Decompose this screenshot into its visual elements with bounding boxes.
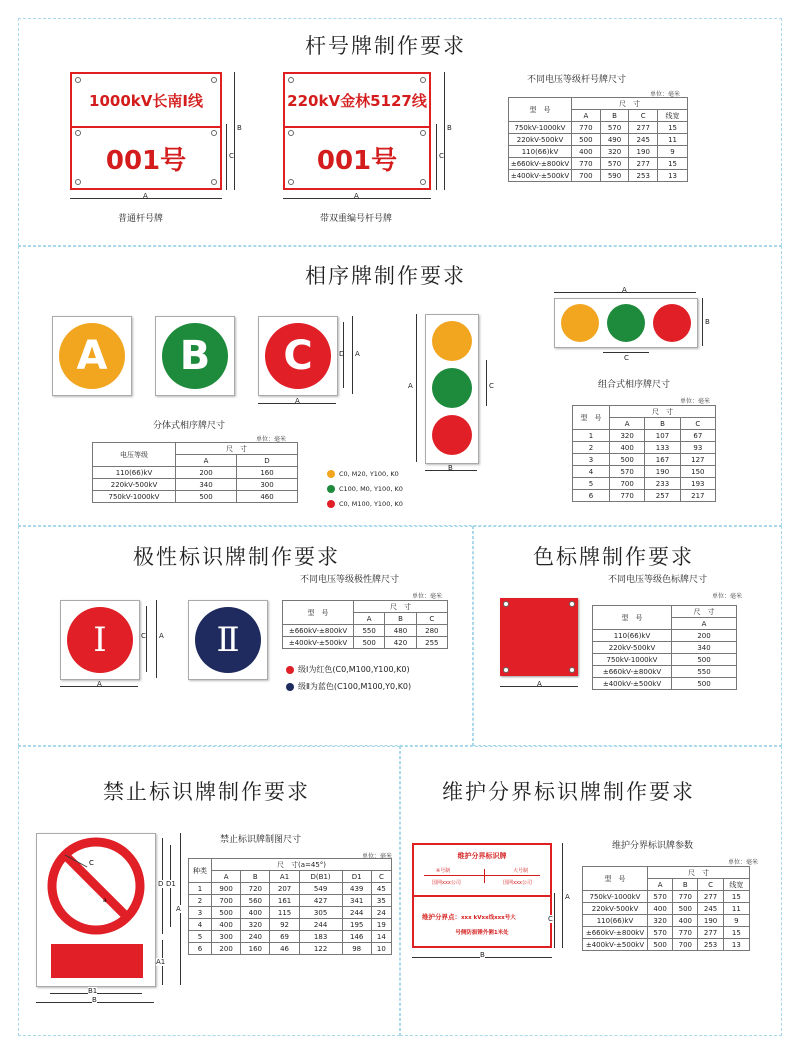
boundary-point-text: 维护分界点：xxx kVxx线xxx号大 (422, 913, 516, 921)
table-cell: 280 (416, 625, 447, 637)
table-cell: 115 (270, 907, 299, 919)
table-col-header: D(B1) (299, 871, 342, 883)
table-cell: 195 (342, 919, 371, 931)
table-col-header: A (212, 871, 241, 883)
table-cell: 160 (237, 467, 298, 479)
table-cell: 190 (629, 146, 658, 158)
table-cell: 15 (658, 122, 688, 134)
table-cell: 770 (572, 158, 601, 170)
table-cell: 500 (176, 491, 237, 503)
dim-c-label: C (489, 382, 494, 390)
section-title-color: 色标牌制作要求 (533, 545, 694, 569)
table-cell: 400 (610, 442, 645, 454)
table-row (573, 454, 716, 466)
table-col-header: B (645, 418, 680, 430)
combo-size-table: 型 号 尺 寸 A B C 1 320 107 67 2 400 133 93 3 500 167 127 4 570 190 150 5 700 233 193 6 770 257 217 (572, 405, 716, 502)
dim-b-label: B (705, 318, 710, 326)
pole-sign-regular (70, 72, 222, 190)
table-row (583, 939, 750, 951)
dim-b-label: B (447, 124, 452, 132)
table-cell: 110(66)kV (93, 467, 176, 479)
table-col-header: C (680, 418, 715, 430)
pole-sign-line-name: 1000kV长南Ⅰ线 (72, 74, 220, 128)
phase-letter-a: A (59, 323, 125, 389)
table-cell: 133 (645, 442, 680, 454)
table-cell: 305 (299, 907, 342, 919)
table-row (93, 479, 298, 491)
table-cell: 400 (648, 903, 673, 915)
table-cell: 24 (371, 907, 391, 919)
table-cell: 549 (299, 883, 342, 895)
table-cell: 13 (723, 939, 749, 951)
pole-sign-double-caption: 带双重编号杆号牌 (320, 214, 393, 224)
table-cell: 570 (610, 466, 645, 478)
table-cell: 500 (354, 637, 385, 649)
table-cell: 490 (600, 134, 629, 146)
forbid-table-unit: 单位：毫米 (362, 853, 393, 860)
table-row (573, 478, 716, 490)
phase-dot-yellow (561, 304, 599, 342)
table-cell: 183 (299, 931, 342, 943)
phase-combo-horizontal (554, 298, 698, 348)
table-col-header: C (629, 110, 658, 122)
color-table-title: 不同电压等级色标牌尺寸 (608, 575, 708, 585)
table-cell: 10 (371, 943, 391, 955)
boundary-size-table: 型 号 尺 寸 A B C 线宽 750kV-1000kV 570 770 277 15 220kV-500kV 400 500 245 11 110(66)kV 320 400 190 9 ±660kV-±800kV 570 770 277 15 ±400kV-±500kV 500 700 253 13 (582, 866, 750, 951)
table-cell: 193 (680, 478, 715, 490)
table-cell: 255 (416, 637, 447, 649)
table-cell: 570 (600, 122, 629, 134)
table-cell: 277 (629, 158, 658, 170)
dim-b-label: B (480, 951, 485, 959)
table-cell: 500 (212, 907, 241, 919)
table-cell: 15 (723, 927, 749, 939)
table-col-header: B (241, 871, 270, 883)
table-cell: 220kV-500kV (93, 479, 176, 491)
table-row (593, 630, 737, 642)
table-cell: ±400kV-±500kV (583, 939, 648, 951)
dim-a-label: A (295, 397, 300, 405)
table-cell: 500 (672, 678, 737, 690)
svg-text:a: a (103, 897, 107, 904)
cmyk-legend-red: C0, M100, Y100, K0 (327, 500, 403, 508)
pole-sign-double (283, 72, 431, 190)
table-cell: 6 (573, 490, 610, 502)
phase-dot-red (653, 304, 691, 342)
table-cell: 277 (698, 891, 723, 903)
table-row (189, 907, 392, 919)
table-cell: 550 (672, 666, 737, 678)
forbid-table-title: 禁止标识牌制图尺寸 (220, 835, 302, 845)
table-cell: 1 (573, 430, 610, 442)
pole-table-unit: 单位：毫米 (650, 91, 681, 98)
table-cell: 110(66)kV (509, 146, 572, 158)
dim-b-label: B (237, 124, 242, 132)
table-row (189, 919, 392, 931)
table-cell: 220kV-500kV (583, 903, 648, 915)
table-cell: 253 (629, 170, 658, 182)
table-cell: 5 (573, 478, 610, 490)
table-row (509, 146, 688, 158)
table-cell: ±660kV-±800kV (583, 927, 648, 939)
boundary-sign-drawing: 维护分界标识牌 ※号制 大号制 国网xxx公司 国网xxx公司 维护分界点：xxx kVxx线xxx号大 号侧防振锤外侧1米处 (412, 843, 552, 948)
table-row (583, 903, 750, 915)
table-col-header: A1 (270, 871, 299, 883)
split-table-unit: 单位：毫米 (256, 436, 287, 443)
table-cell: 3 (189, 907, 212, 919)
table-row (573, 490, 716, 502)
table-cell: 500 (610, 454, 645, 466)
table-cell: 500 (672, 654, 737, 666)
dim-d1-label: D1 (166, 880, 176, 888)
table-cell: 700 (610, 478, 645, 490)
pole-sign-number: 001号 (105, 145, 187, 176)
dim-d-label: D (158, 880, 164, 888)
dim-a-label: A (97, 680, 102, 688)
dim-c-label: C (624, 354, 629, 362)
table-row (583, 927, 750, 939)
boundary-bottom-text: 号侧防振锤外侧1米处 (455, 930, 509, 936)
table-cell: 2 (573, 442, 610, 454)
section-title-phase: 相序牌制作要求 (305, 264, 466, 288)
phase-dot-yellow (432, 321, 472, 361)
table-cell: 92 (270, 919, 299, 931)
polarity-plate-1 (60, 600, 140, 680)
table-cell: 570 (648, 891, 673, 903)
section-title-pole: 杆号牌制作要求 (305, 34, 466, 58)
table-row (593, 666, 737, 678)
table-col-header: A (176, 455, 237, 467)
table-cell: 570 (600, 158, 629, 170)
table-cell: 110(66)kV (593, 630, 672, 642)
table-cell: 13 (658, 170, 688, 182)
table-row (583, 891, 750, 903)
dim-a-label: A (537, 680, 542, 688)
table-row (509, 158, 688, 170)
table-cell: 420 (385, 637, 416, 649)
section-title-forbid: 禁止标识牌制作要求 (103, 780, 310, 804)
table-row (583, 915, 750, 927)
table-cell: 1 (189, 883, 212, 895)
table-cell: 750kV-1000kV (583, 891, 648, 903)
prohibition-icon (37, 834, 155, 986)
table-cell: 160 (241, 943, 270, 955)
table-cell: 427 (299, 895, 342, 907)
dim-a-label: A (176, 905, 181, 913)
table-cell: 300 (212, 931, 241, 943)
table-col-header: C (698, 879, 723, 891)
table-cell: 245 (698, 903, 723, 915)
table-cell: 11 (658, 134, 688, 146)
polarity-plate-2 (188, 600, 268, 680)
table-cell: 217 (680, 490, 715, 502)
boundary-table-title: 维护分界标识牌参数 (612, 841, 694, 851)
table-cell: 770 (673, 927, 698, 939)
dim-a-label: A (159, 632, 164, 640)
cmyk-legend-yellow: C0, M20, Y100, K0 (327, 470, 399, 478)
table-cell: 750kV-1000kV (593, 654, 672, 666)
table-cell: 320 (600, 146, 629, 158)
dim-c-label: C (141, 632, 146, 640)
table-cell: 9 (723, 915, 749, 927)
forbid-sign-drawing (36, 833, 156, 987)
table-cell: 570 (648, 927, 673, 939)
table-cell: 107 (645, 430, 680, 442)
table-col-header: B (600, 110, 629, 122)
pole-table-title: 不同电压等级杆号牌尺寸 (527, 75, 627, 85)
table-cell: 19 (371, 919, 391, 931)
table-cell: 220kV-500kV (509, 134, 572, 146)
table-cell: 14 (371, 931, 391, 943)
table-cell: 770 (673, 891, 698, 903)
polarity-legend-red: 级Ⅰ为红色(C0,M100,Y100,K0) (286, 664, 410, 675)
table-cell: 167 (645, 454, 680, 466)
cmyk-legend-green: C100, M0, Y100, K0 (327, 485, 403, 493)
table-cell: 6 (189, 943, 212, 955)
table-cell: 257 (645, 490, 680, 502)
table-cell: 400 (572, 146, 601, 158)
table-cell: 400 (212, 919, 241, 931)
dim-a-label: A (143, 192, 148, 200)
table-cell: 320 (648, 915, 673, 927)
table-cell: 127 (680, 454, 715, 466)
table-cell: 480 (385, 625, 416, 637)
table-col-header: A (648, 879, 673, 891)
phase-plate-b (155, 316, 235, 396)
pole-size-table: 型 号 尺 寸 A B C 线宽 750kV-1000kV 770 570 277 15 220kV-500kV 500 490 245 11 110(66)kV 400 320 190 9 ±660kV-±800kV 770 570 277 15 ±400kV-±500kV 700 590 253 13 (508, 97, 688, 182)
table-col-header: A (610, 418, 645, 430)
table-cell: 320 (241, 919, 270, 931)
table-cell: 35 (371, 895, 391, 907)
table-cell: 400 (673, 915, 698, 927)
table-row (93, 467, 298, 479)
polarity-size-table: 型 号 尺 寸 A B C ±660kV-±800kV 550 480 280 ±400kV-±500kV 500 420 255 (282, 600, 448, 649)
boundary-table-unit: 单位：毫米 (728, 859, 759, 866)
dim-d-label: D (339, 350, 345, 358)
table-row (509, 122, 688, 134)
phase-combo-vertical (425, 314, 479, 464)
table-cell: 340 (176, 479, 237, 491)
table-cell: 500 (648, 939, 673, 951)
table-col-header: A (572, 110, 601, 122)
phase-letter-c: C (265, 323, 331, 389)
table-row (189, 943, 392, 955)
table-row (283, 637, 448, 649)
table-cell: 233 (645, 478, 680, 490)
table-cell: 700 (572, 170, 601, 182)
table-cell: 220kV-500kV (593, 642, 672, 654)
pole-sign-regular-caption: 普通杆号牌 (118, 214, 164, 224)
phase-letter-b: B (162, 323, 228, 389)
table-cell: 320 (610, 430, 645, 442)
combo-table-title: 组合式相序牌尺寸 (598, 380, 671, 390)
table-cell: 207 (270, 883, 299, 895)
table-row (93, 491, 298, 503)
table-col-header: A (354, 613, 385, 625)
table-cell: 146 (342, 931, 371, 943)
phase-dot-green (432, 368, 472, 408)
table-row (573, 466, 716, 478)
table-cell: 277 (698, 927, 723, 939)
table-col-header: 线宽 (658, 110, 688, 122)
table-row (593, 642, 737, 654)
table-cell: 190 (645, 466, 680, 478)
table-cell: 245 (629, 134, 658, 146)
dim-b1-label: B1 (88, 987, 98, 995)
table-cell: 15 (658, 158, 688, 170)
table-cell: 560 (241, 895, 270, 907)
table-cell: 770 (572, 122, 601, 134)
table-cell: 550 (354, 625, 385, 637)
table-cell: 700 (212, 895, 241, 907)
table-cell: 67 (680, 430, 715, 442)
table-cell: 110(66)kV (583, 915, 648, 927)
table-cell: 4 (573, 466, 610, 478)
table-cell: 161 (270, 895, 299, 907)
table-row (593, 654, 737, 666)
split-table-title: 分体式相序牌尺寸 (153, 421, 226, 431)
dim-a-label: A (408, 382, 413, 390)
table-cell: 150 (680, 466, 715, 478)
polarity-legend-blue: 级Ⅱ为蓝色(C100,M100,Y0,K0) (286, 681, 411, 692)
table-cell: 3 (573, 454, 610, 466)
table-row (509, 134, 688, 146)
table-cell: ±660kV-±800kV (509, 158, 572, 170)
table-cell: 45 (371, 883, 391, 895)
dim-a-label: A (565, 893, 570, 901)
table-col-header: B (673, 879, 698, 891)
polarity-symbol-1: Ⅰ (67, 607, 133, 673)
table-cell: 750kV-1000kV (93, 491, 176, 503)
boundary-arrow-row: ※号制 大号制 (424, 867, 540, 877)
table-row (509, 170, 688, 182)
table-cell: 590 (600, 170, 629, 182)
table-cell: ±400kV-±500kV (509, 170, 572, 182)
phase-plate-c (258, 316, 338, 396)
dim-a-label: A (622, 286, 627, 294)
table-cell: 98 (342, 943, 371, 955)
svg-text:C: C (89, 859, 94, 867)
dim-c-label: C (548, 915, 553, 923)
forbid-size-table: 种类 尺 寸(a=45°) A B A1 D(B1) D1 C 1 900 720 207 549 439 45 2 700 560 161 427 341 35 3 500 400 115 305 244 24 4 400 320 92 244 195 19 5 300 240 69 183 146 14 6 200 160 46 122 98 10 (188, 858, 392, 955)
table-cell: ±660kV-±800kV (283, 625, 354, 637)
dim-c-label: C (229, 152, 234, 160)
color-sign-red-square (500, 598, 578, 676)
polarity-table-unit: 单位：毫米 (412, 593, 443, 600)
combo-table-unit: 单位：毫米 (680, 398, 711, 405)
section-title-boundary: 维护分界标识牌制作要求 (442, 780, 695, 804)
table-cell: 439 (342, 883, 371, 895)
polarity-table-title: 不同电压等级极性牌尺寸 (300, 575, 400, 585)
table-cell: 5 (189, 931, 212, 943)
table-cell: 341 (342, 895, 371, 907)
table-cell: 200 (212, 943, 241, 955)
dim-c-label: C (439, 152, 444, 160)
table-cell: 750kV-1000kV (509, 122, 572, 134)
dim-a-label: A (355, 350, 360, 358)
table-col-header: D1 (342, 871, 371, 883)
dim-b-label: B (92, 996, 97, 1004)
table-cell: 9 (658, 146, 688, 158)
table-cell: 900 (212, 883, 241, 895)
table-col-header: C (416, 613, 447, 625)
table-col-header: 线宽 (723, 879, 749, 891)
split-size-table: 电压等级 尺 寸 A D 110(66)kV 200 160 220kV-500kV 340 300 750kV-1000kV 500 460 (92, 442, 298, 503)
phase-plate-a (52, 316, 132, 396)
polarity-symbol-2: Ⅱ (195, 607, 261, 673)
dim-b-label: B (448, 464, 453, 472)
section-title-polarity: 极性标识牌制作要求 (133, 545, 340, 569)
table-cell: 11 (723, 903, 749, 915)
table-cell: 400 (241, 907, 270, 919)
table-cell: 300 (237, 479, 298, 491)
table-cell: 253 (698, 939, 723, 951)
dim-a-label: A (354, 192, 359, 200)
table-cell: 277 (629, 122, 658, 134)
table-row (573, 442, 716, 454)
table-cell: ±660kV-±800kV (593, 666, 672, 678)
table-col-header: B (385, 613, 416, 625)
table-cell: 500 (572, 134, 601, 146)
table-cell: 200 (176, 467, 237, 479)
table-row (593, 678, 737, 690)
table-cell: ±400kV-±500kV (593, 678, 672, 690)
table-cell: 69 (270, 931, 299, 943)
table-cell: 340 (672, 642, 737, 654)
color-size-table: 型 号 尺 寸 A 110(66)kV 200 220kV-500kV 340 750kV-1000kV 500 ±660kV-±800kV 550 ±400kV-±500kV 500 (592, 605, 737, 690)
pole-sign-number: 001号 (316, 145, 398, 176)
phase-dot-green (607, 304, 645, 342)
color-table-unit: 单位：毫米 (712, 593, 743, 600)
table-cell: 500 (673, 903, 698, 915)
table-cell: 4 (189, 919, 212, 931)
table-cell: 460 (237, 491, 298, 503)
table-cell: 46 (270, 943, 299, 955)
pole-sign-line-name: 220kV金林5127线 (285, 74, 429, 128)
table-row (189, 931, 392, 943)
phase-dot-red (432, 415, 472, 455)
table-row (283, 625, 448, 637)
table-cell: 720 (241, 883, 270, 895)
table-row (573, 430, 716, 442)
table-cell: 240 (241, 931, 270, 943)
table-cell: 122 (299, 943, 342, 955)
dim-a1-label: A1 (156, 958, 166, 966)
table-row (189, 883, 392, 895)
table-cell: 244 (342, 907, 371, 919)
table-cell: 700 (673, 939, 698, 951)
table-row (189, 895, 392, 907)
table-cell: 190 (698, 915, 723, 927)
table-cell: 93 (680, 442, 715, 454)
table-cell: 15 (723, 891, 749, 903)
table-cell: 244 (299, 919, 342, 931)
table-cell: 2 (189, 895, 212, 907)
table-cell: 770 (610, 490, 645, 502)
boundary-sign-head: 维护分界标识牌 (457, 852, 507, 860)
table-col-header: C (371, 871, 391, 883)
table-cell: ±400kV-±500kV (283, 637, 354, 649)
table-cell: 200 (672, 630, 737, 642)
table-col-header: D (237, 455, 298, 467)
